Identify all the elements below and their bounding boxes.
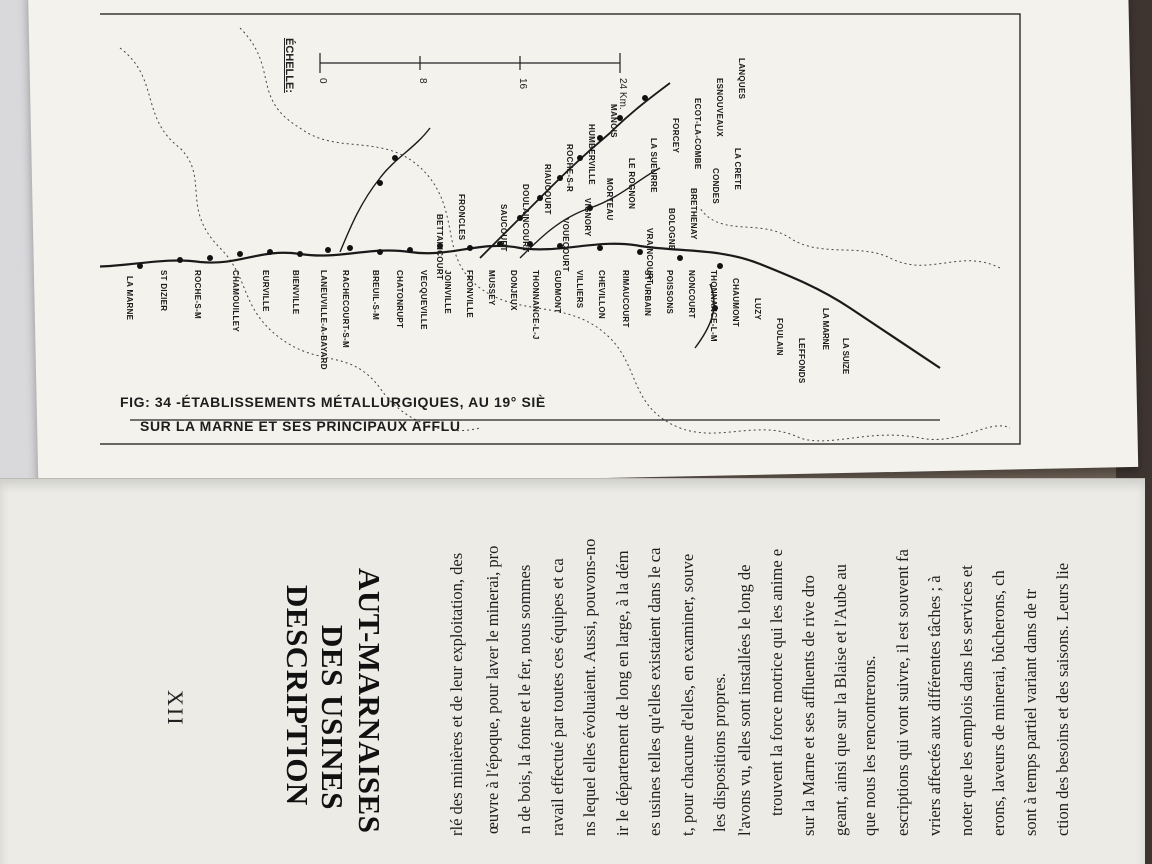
town-label: LEFFONDS — [797, 338, 806, 384]
body-text-line: trouvent la force motrice qui les anime e — [767, 548, 786, 816]
town-label: LANEUVILLE-A-BAYARD — [319, 270, 328, 370]
department-boundary-2 — [120, 48, 480, 431]
body-text-line: erons, laveurs de minerai, bûcherons, ch — [989, 570, 1008, 836]
figure-caption-line2: SUR LA MARNE ET SES PRINCIPAUX AFFLU — [140, 418, 461, 434]
town-label: SAUCOURT — [499, 204, 508, 252]
town-label: JOINVILLE — [443, 270, 452, 315]
town-label: CHAMOUILLEY — [231, 270, 240, 332]
scale-tick-8: 8 — [417, 78, 428, 84]
town-label: BRETHENAY — [689, 188, 698, 240]
town-label: CHEVILLON — [597, 270, 606, 319]
map-frame — [100, 14, 1020, 444]
town-label: MANOIS — [609, 104, 618, 138]
town-label: VECQUEVILLE — [419, 270, 428, 330]
scale-title: ÉCHELLE: — [283, 38, 295, 93]
town-label: ESNOUVEAUX — [715, 78, 724, 138]
town-label: FRONCLES — [457, 194, 466, 241]
body-text-line: ction des besoins et des saisons. Leurs lie — [1053, 562, 1072, 836]
figure-caption-line1: FIG: 34 -ÉTABLISSEMENTS MÉTALLURGIQUES, AU 19° SIÈ — [120, 394, 546, 410]
scale-tick-0: 0 — [317, 78, 328, 84]
title-line-1: DESCRIPTION — [280, 585, 315, 806]
town-label: ST URBAIN — [643, 270, 652, 317]
body-text-line: geant, ainsi que sur la Blaise et l'Aube au — [831, 564, 850, 836]
scale-tick-16: 16 — [517, 78, 528, 90]
river-label-suize: LA SUIZE — [841, 338, 850, 375]
town-label: RACHECOURT-S-M — [341, 270, 350, 348]
town-label: LA SUEURRE — [649, 138, 658, 193]
body-text-line: l'avons vu, elles sont installées le long de — [735, 564, 754, 836]
town-label: LA MARNE — [125, 276, 134, 321]
town-label: VRAINCOURT — [645, 228, 654, 285]
body-text-line: noter que les emplois dans les services et — [957, 565, 976, 836]
town-label: ROCHE-S-R — [565, 144, 574, 193]
body-text-line: vriers affectés aux différentes tâches ; à — [925, 575, 944, 836]
town-label: CHAUMONT — [731, 278, 740, 328]
river-label-marne: LA MARNE — [821, 308, 830, 350]
body-text-line: n de bois, la fonte et le fer, nous sommes — [515, 564, 534, 834]
body-text-line: les dispositions propres. — [710, 672, 729, 832]
body-text-line: ns lequel elles évoluaient. Aussi, pouvons-no — [580, 538, 599, 836]
body-text-line: ravail effectué par toutes ces équipes et ca — [548, 558, 567, 836]
town-label: VIGNORY — [583, 198, 592, 237]
river-marne — [100, 244, 940, 368]
town-label: THONNANCE-L-J — [531, 270, 540, 340]
map-figure — [100, 8, 1040, 448]
town-label: MORTEAU — [605, 178, 614, 221]
town-label: VOUECOURT — [561, 218, 570, 272]
town-label: THONNANCE-L-M — [709, 270, 718, 342]
body-text-line: ir le département de long en large, à la dém — [613, 550, 632, 836]
title-line-3: AUT-MARNAISES — [352, 568, 387, 834]
body-text-line: t, pour chacune d'elles, en examiner, souve — [678, 553, 697, 836]
town-label: MUSSEY — [487, 270, 496, 306]
body-text-line: escriptions qui vont suivre, il est souvent fa — [893, 549, 912, 836]
map-drawing — [100, 8, 1040, 448]
town-label: ECOT-LA-COMBE — [693, 98, 702, 170]
town-label: DONJEUX — [509, 270, 518, 311]
town-label: BREUIL-S-M — [371, 270, 380, 321]
town-label: VILLIERS — [575, 270, 584, 309]
title-line-2: DES USINES — [315, 625, 350, 811]
town-label: EURVILLE — [261, 270, 270, 312]
scale-bar — [320, 53, 620, 73]
body-text-line: rlé des minières et de leur exploitation, des — [447, 552, 466, 836]
town-label: LANQUES — [737, 58, 746, 100]
body-text-line: es usines telles qu'elles existaient dans le ca — [645, 547, 664, 836]
town-label: LUZY — [753, 298, 762, 321]
town-label: POISSONS — [665, 270, 674, 315]
town-label: HUMBERVILLE — [587, 124, 596, 185]
town-label: FOULAIN — [775, 318, 784, 356]
town-label: CONDES — [711, 168, 720, 205]
town-label: CHATONRUPT — [395, 270, 404, 329]
river-tributary-1 — [340, 128, 430, 252]
town-label: GUDMONT — [553, 270, 562, 314]
river-rognon — [480, 83, 670, 258]
town-label: BOLOGNE — [667, 208, 676, 251]
town-label: FRONVILLE — [465, 270, 474, 319]
town-label: FORCEY — [671, 118, 680, 154]
town-label: RIMAUCOURT — [621, 270, 630, 328]
town-label: RIAUCOURT — [543, 164, 552, 215]
town-label: DOULAINCOURT — [521, 184, 530, 253]
town-label: ST DIZIER — [159, 270, 168, 312]
scale-tick-24: 24 Km. — [617, 78, 628, 110]
body-text-line: sont à temps partiel variant dans de tr — [1021, 589, 1040, 836]
town-label: ROCHE-S-M — [193, 270, 202, 319]
town-label: NONCOURT — [687, 270, 696, 319]
town-label: LA CRETE — [733, 148, 742, 191]
body-text-line: sur la Marne et ses affluents de rive dro — [799, 575, 818, 836]
body-text-line: que nous les rencontrerons. — [860, 655, 879, 836]
town-label: BETTAINCOURT — [435, 214, 444, 281]
town-label: LE ROGNON — [627, 158, 636, 210]
town-label: BIENVILLE — [291, 270, 300, 315]
chapter-number: XII — [163, 690, 188, 727]
body-text-line: œuvre à l'époque, pour laver le minerai, pro — [483, 545, 502, 834]
